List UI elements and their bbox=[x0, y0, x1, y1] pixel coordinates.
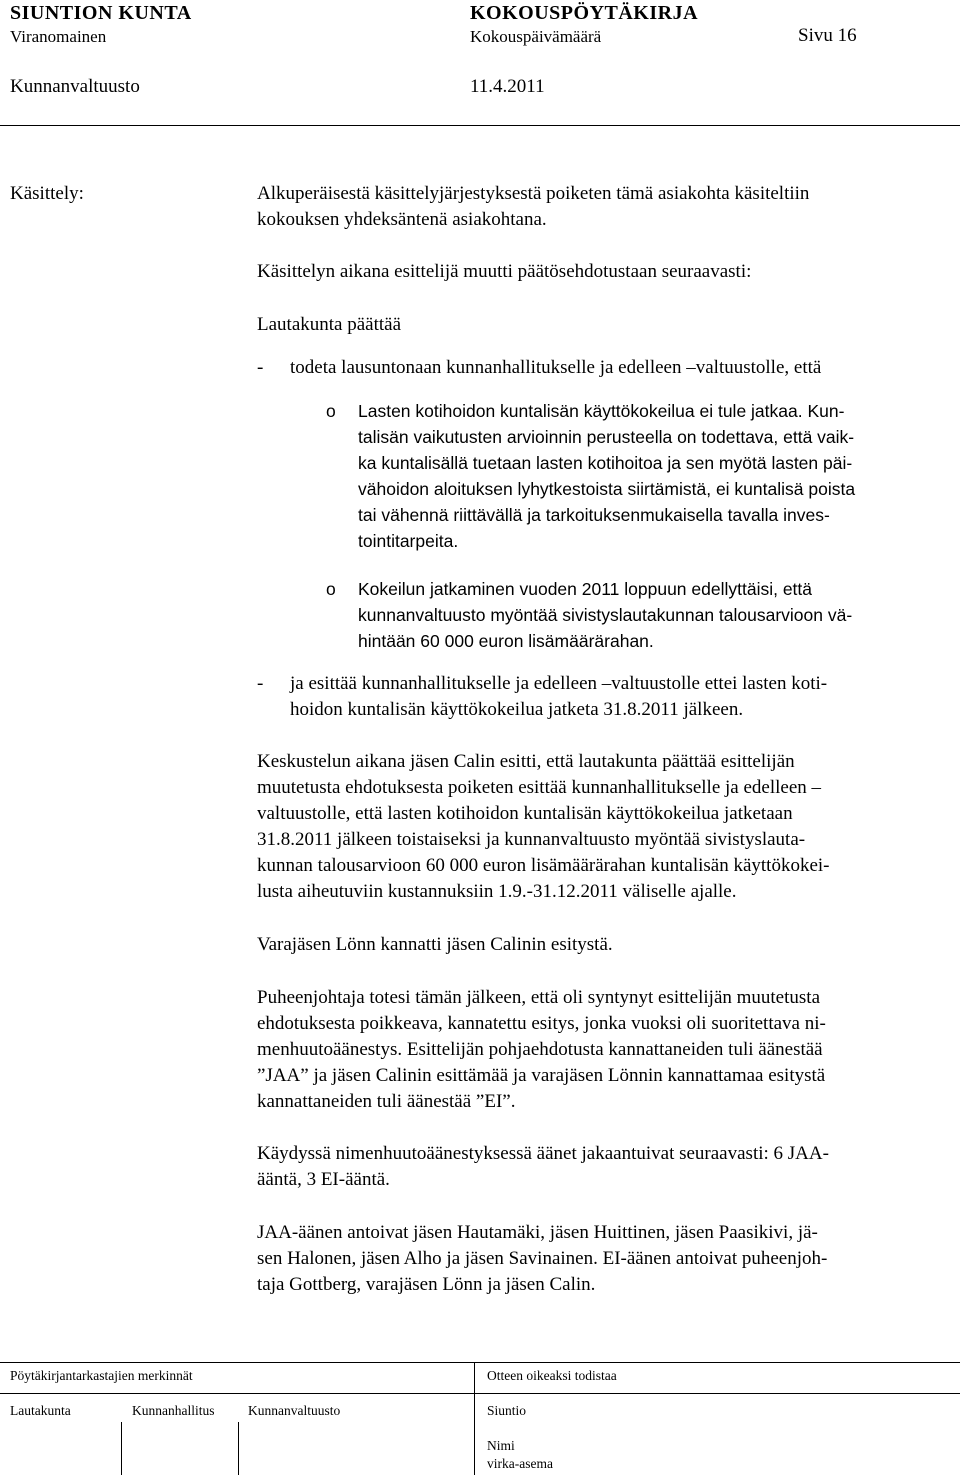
paragraph-intro bbox=[257, 181, 937, 233]
reviewers-notes-title: Pöytäkirjantarkastajien merkinnät bbox=[10, 1368, 193, 1383]
footer-board-label: Lautakunta bbox=[10, 1403, 71, 1418]
dash-item-proposal bbox=[290, 671, 827, 723]
bullet-line: tointitarpeita. bbox=[358, 531, 459, 551]
footer-center-divider bbox=[474, 1362, 475, 1475]
bullet-line: tai vähennä riittävällä ja tarkoituksenmukaisella tavalla inves- bbox=[358, 505, 830, 525]
footer-col-divider-1 bbox=[121, 1422, 122, 1475]
header-divider bbox=[0, 125, 960, 126]
certified-copy-title: Otteen oikeaksi todistaa bbox=[487, 1368, 617, 1383]
bullet-line: Kokeilun jatkaminen vuoden 2011 loppuun edellyttäisi, että bbox=[358, 579, 813, 599]
meeting-date: 11.4.2011 bbox=[470, 76, 545, 97]
footer-col-divider-2 bbox=[238, 1422, 239, 1475]
paragraph-vote-names bbox=[257, 1220, 937, 1298]
bullet-line: ka kuntalisällä tuetaan lasten kotihoitoa ja sen myötä lasten päi- bbox=[358, 453, 853, 473]
bullet-line: kunnanvaltuusto myöntää sivistyslautakunnan talousarvioon vä- bbox=[358, 605, 853, 625]
dash-line: ja esittää kunnanhallitukselle ja edelleen –valtuustolle ettei lasten koti- bbox=[290, 673, 828, 694]
paragraph-vote-result bbox=[257, 1141, 937, 1193]
footer-place: Siuntio bbox=[487, 1403, 527, 1418]
paragraph-change: Käsittelyn aikana esittelijä muutti päätösehdotustaan seuraavasti: bbox=[257, 261, 752, 282]
paragraph-discussion bbox=[257, 749, 937, 905]
paragraph-vote-procedure bbox=[257, 985, 937, 1115]
bullet-marker: o bbox=[326, 579, 336, 599]
paragraph-line: JAA-äänen antoivat jäsen Hautamäki, jäsen Huittinen, jäsen Paasikivi, jä- bbox=[257, 1222, 818, 1243]
footer-top-border bbox=[0, 1362, 960, 1363]
paragraph-line: ”JAA” ja jäsen Calinin esittämää ja varajäsen Lönnin kannattamaa esitystä bbox=[257, 1065, 826, 1086]
organization-name: SIUNTION KUNTA bbox=[10, 2, 192, 24]
dash-marker: - bbox=[257, 673, 264, 694]
footer-name-label: Nimi bbox=[487, 1438, 515, 1453]
paragraph-line: valtuustolle, että lasten kotihoidon kuntalisän käyttökokeilua jatketaan bbox=[257, 803, 793, 824]
dash-marker: - bbox=[257, 357, 264, 378]
paragraph-line: lusta aiheutuviin kustannuksiin 1.9.-31.12.2011 väliselle ajalle. bbox=[257, 881, 737, 902]
paragraph-line: Käydyssä nimenhuutoäänestyksessä äänet jakaantuivat seuraavasti: 6 JAA- bbox=[257, 1143, 829, 1164]
paragraph-line: menhuutoäänestys. Esittelijän pohjaehdotusta kannattaneiden tuli äänestää bbox=[257, 1039, 823, 1060]
footer-executive-label: Kunnanhallitus bbox=[132, 1403, 215, 1418]
authority-label: Viranomainen bbox=[10, 27, 107, 46]
paragraph-line: Alkuperäisestä käsittelyjärjestyksestä poiketen tämä asiakohta käsiteltiin bbox=[257, 183, 810, 204]
bullet-item-1 bbox=[358, 398, 953, 554]
page-number: Sivu 16 bbox=[798, 25, 857, 46]
meeting-date-label: Kokouspäivämäärä bbox=[470, 27, 602, 46]
bullet-marker: o bbox=[326, 401, 336, 421]
footer-title-divider bbox=[0, 1393, 960, 1394]
paragraph-line: Keskustelun aikana jäsen Calin esitti, että lautakunta päättää esittelijän bbox=[257, 751, 795, 772]
paragraph-line: sen Halonen, jäsen Alho ja jäsen Savinainen. EI-äänen antoivat puheenjoh- bbox=[257, 1248, 828, 1269]
paragraph-line: kannattaneiden tuli äänestää ”EI”. bbox=[257, 1091, 516, 1112]
paragraph-board-decides: Lautakunta päättää bbox=[257, 314, 402, 335]
dash-line: hoidon kuntalisän käyttökokeilua jatketa 31.8.2011 jälkeen. bbox=[290, 699, 744, 720]
paragraph-line: kunnan talousarvioon 60 000 euron lisämäärärahan kuntalisän käyttökokei- bbox=[257, 855, 830, 876]
document-type: KOKOUSPÖYTÄKIRJA bbox=[470, 2, 699, 24]
footer-council-label: Kunnanvaltuusto bbox=[248, 1403, 341, 1418]
paragraph-line: kokouksen yhdeksäntenä asiakohtana. bbox=[257, 209, 547, 230]
dash-item-statement: todeta lausuntonaan kunnanhallitukselle ja edelleen –valtuustolle, että bbox=[290, 357, 822, 378]
bullet-line: hintään 60 000 euron lisämäärärahan. bbox=[358, 631, 654, 651]
paragraph-line: ääntä, 3 EI-ääntä. bbox=[257, 1169, 390, 1190]
authority-name: Kunnanvaltuusto bbox=[10, 76, 140, 97]
paragraph-line: taja Gottberg, varajäsen Lönn ja jäsen Calin. bbox=[257, 1274, 596, 1295]
paragraph-line: muutetusta ehdotuksesta poiketen esittää kunnanhallitukselle ja edelleen – bbox=[257, 777, 822, 798]
bullet-line: vähoidon aloituksen lyhytkestoista siirtämistä, ei kuntalisä poista bbox=[358, 479, 856, 499]
bullet-item-2 bbox=[358, 576, 953, 654]
paragraph-seconded: Varajäsen Lönn kannatti jäsen Calinin esitystä. bbox=[257, 934, 613, 955]
footer-position-label: virka-asema bbox=[487, 1456, 553, 1471]
paragraph-line: 31.8.2011 jälkeen toistaiseksi ja kunnanvaltuusto myöntää sivistyslauta- bbox=[257, 829, 806, 850]
section-label: Käsittely: bbox=[10, 183, 84, 204]
bullet-line: Lasten kotihoidon kuntalisän käyttökokeilua ei tule jatkaa. Kun- bbox=[358, 401, 845, 421]
paragraph-line: Puheenjohtaja totesi tämän jälkeen, että oli syntynyt esittelijän muutetusta bbox=[257, 987, 821, 1008]
bullet-line: talisän vaikutusten arvioinnin perusteella on todettava, että vaik- bbox=[358, 427, 855, 447]
paragraph-line: ehdotuksesta poikkeava, kannatettu esitys, jonka vuoksi oli suoritettava ni- bbox=[257, 1013, 826, 1034]
